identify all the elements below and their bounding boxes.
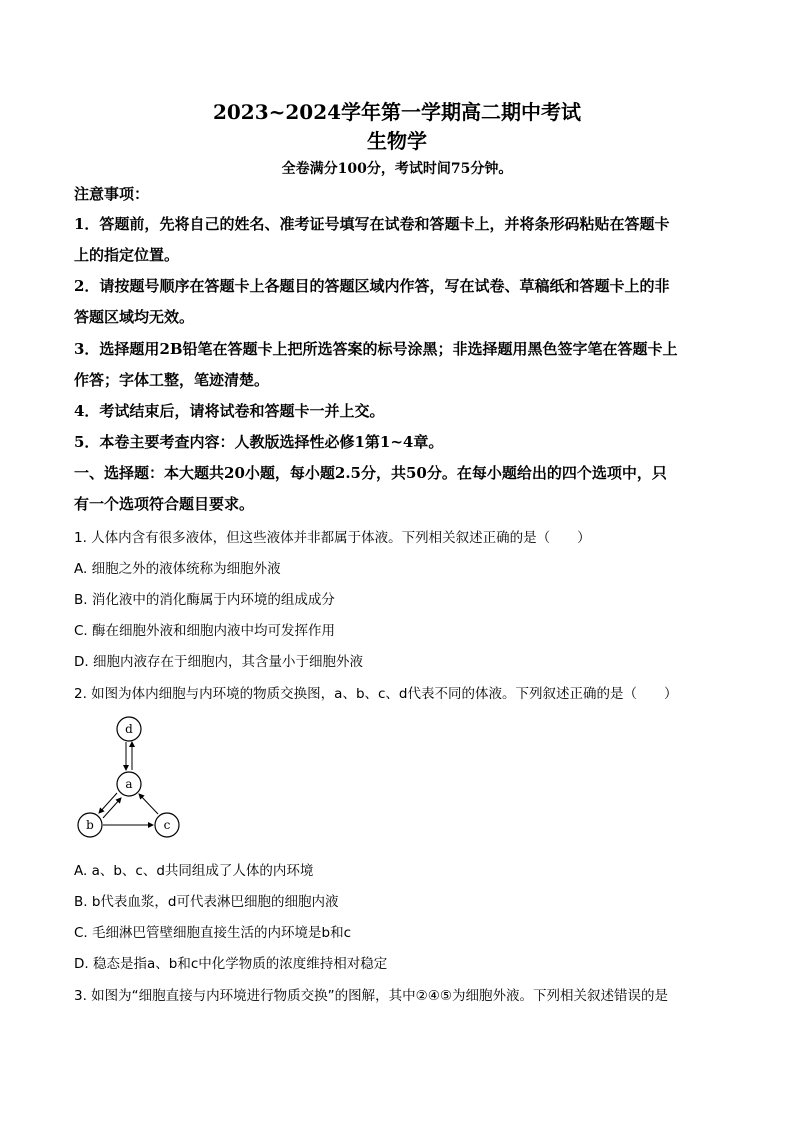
- note-line: 5．本卷主要考查内容：人教版选择性必修1第1~4章。: [74, 433, 444, 451]
- node-c-label: c: [163, 818, 171, 832]
- section-heading-cont: 有一个选项符合题目要求。: [74, 495, 255, 513]
- arrow-b-to-a: [103, 798, 121, 818]
- node-b-label: b: [86, 818, 94, 832]
- question-2-option-a: A. a、b、c、d共同组成了人体的内环境: [74, 863, 314, 879]
- arrow-a-to-b: [99, 793, 117, 813]
- section-heading: 一、选择题：本大题共20小题，每小题2.5分，共50分。在每小题给出的四个选项中，只: [74, 464, 667, 482]
- question-3-stem: 3. 如图为“细胞直接与内环境进行物质交换”的图解，其中②④⑤为细胞外液。下列相关叙述错误的是: [74, 988, 668, 1004]
- question-2-option-d: D. 稳态是指a、b和c中化学物质的浓度维持相对稳定: [74, 956, 388, 972]
- question-1-option-d: D. 细胞内液存在于细胞内，其含量小于细胞外液: [74, 654, 363, 670]
- exam-info: 全卷满分100分，考试时间75分钟。: [281, 161, 513, 177]
- note-line: 2．请按题号顺序在答题卡上各题目的答题区域内作答，写在试卷、草稿纸和答题卡上的非: [74, 277, 670, 295]
- question-2-option-c: C. 毛细淋巴管壁细胞直接生活的内环境是b和c: [74, 925, 351, 941]
- note-line: 上的指定位置。: [74, 246, 180, 264]
- notes-heading: 注意事项：: [74, 185, 150, 203]
- note-line: 3．选择题用2B铅笔在答题卡上把所选答案的标号涂黑；非选择题用黑色签字笔在答题卡上: [74, 340, 678, 358]
- note-line: 作答；字体工整，笔迹清楚。: [74, 371, 270, 389]
- question-1-option-b: B. 消化液中的消化酶属于内环境的组成成分: [74, 592, 335, 608]
- question-1-option-c: C. 酶在细胞外液和细胞内液中均可发挥作用: [74, 623, 336, 639]
- arrow-c-to-a: [139, 794, 158, 814]
- question-1-stem: 1. 人体内含有很多液体，但这些液体并非都属于体液。下列相关叙述正确的是（ ）: [74, 530, 591, 546]
- question-2-option-b: B. b代表血浆，d可代表淋巴细胞的细胞内液: [74, 894, 339, 910]
- question-1-option-a: A. 细胞之外的液体统称为细胞外液: [74, 561, 281, 577]
- subject-title: 生物学: [367, 129, 427, 153]
- question-2-stem: 2. 如图为体内细胞与内环境的物质交换图，a、b、c、d代表不同的体液。下列叙述正确的是（ ）: [74, 686, 678, 702]
- body-fluid-diagram: [72, 714, 182, 844]
- node-d-label: d: [125, 722, 133, 736]
- note-line: 答题区域均无效。: [74, 308, 195, 326]
- note-line: 4．考试结束后，请将试卷和答题卡一并上交。: [74, 402, 385, 420]
- node-a-label: a: [125, 777, 133, 791]
- exam-title: 2023~2024学年第一学期高二期中考试: [212, 100, 582, 124]
- note-line: 1．答题前，先将自己的姓名、准考证号填写在试卷和答题卡上，并将条形码粘贴在答题卡: [74, 215, 670, 233]
